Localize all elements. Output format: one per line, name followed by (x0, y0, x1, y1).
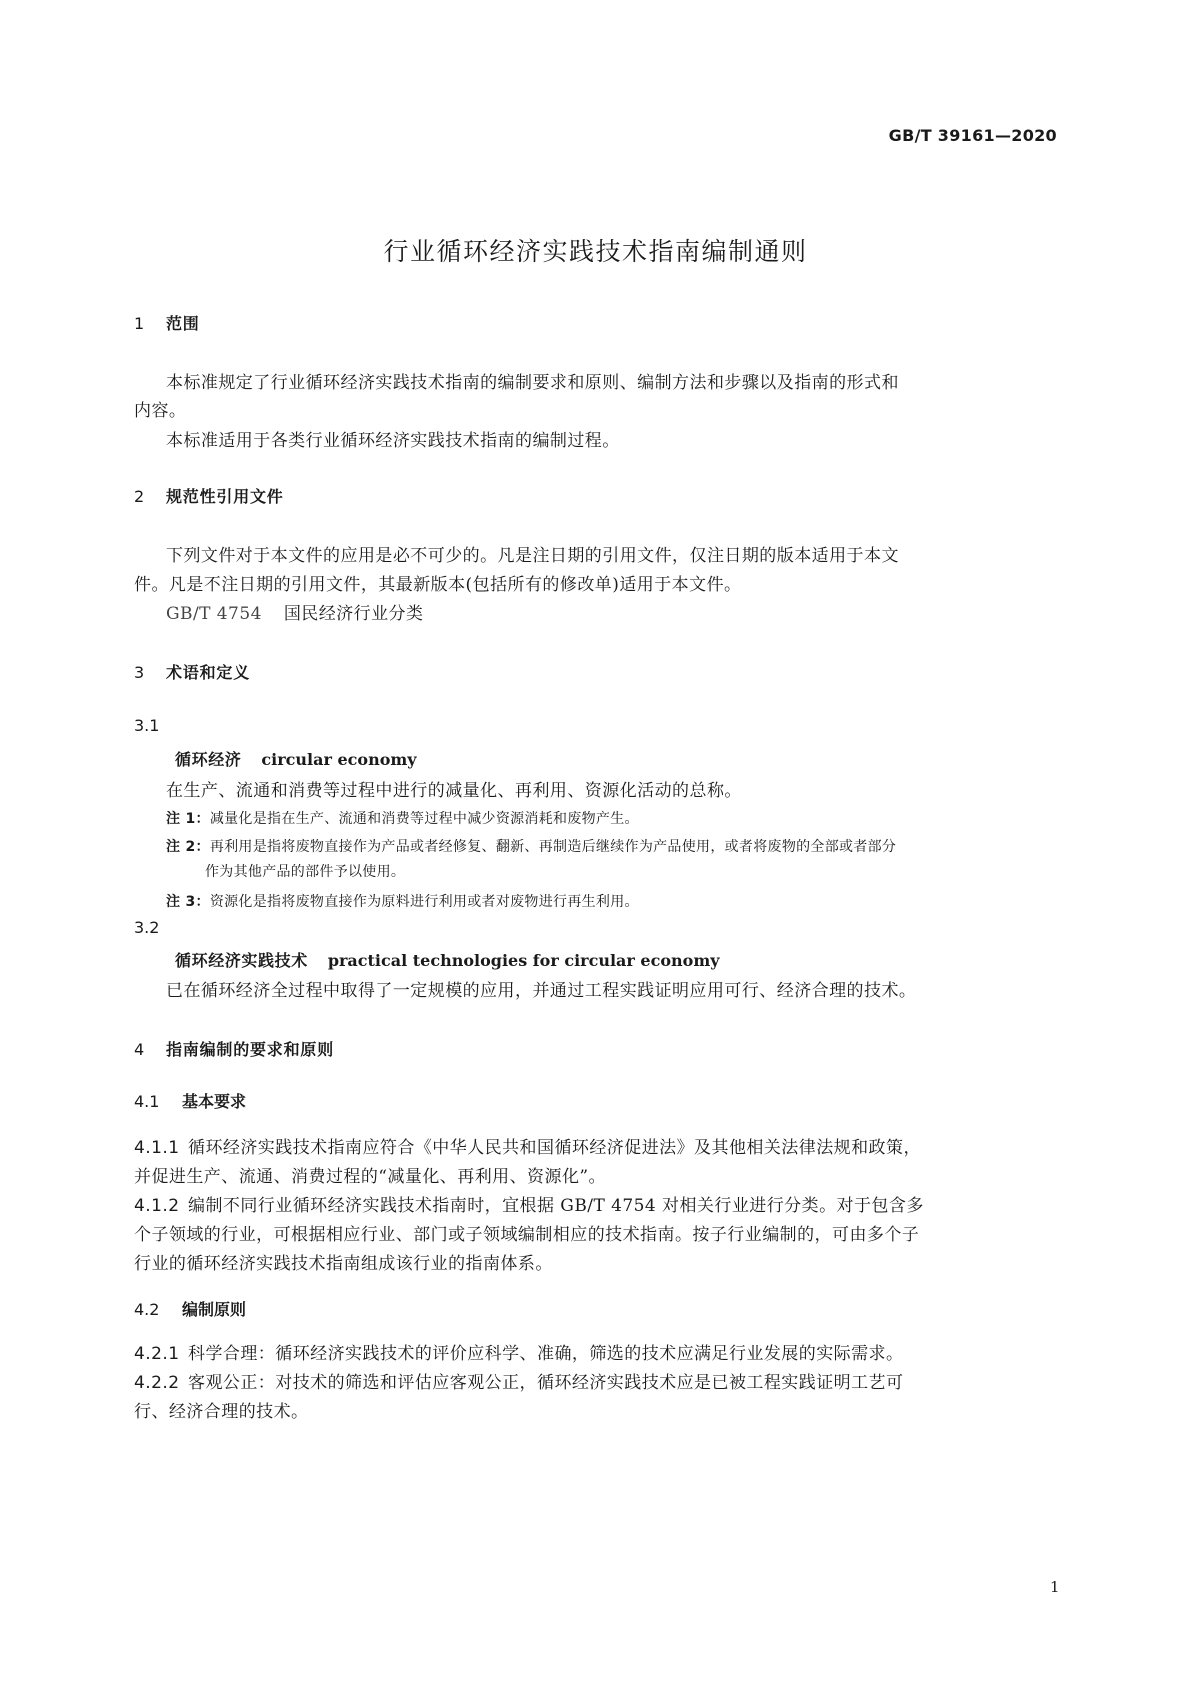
section-1-heading (134, 311, 200, 334)
section-title: 术语和定义 (166, 663, 251, 682)
subsection-number: 4.2 (134, 1300, 160, 1319)
note-label: 注 1： (166, 811, 210, 827)
clause-text: 循环经济实践技术指南应符合《中华人民共和国循环经济促进法》及其他相关法律法规和政策， (188, 1138, 921, 1158)
subsection-title: 基本要求 (182, 1092, 247, 1111)
term-chinese: 循环经济实践技术 (175, 951, 308, 970)
paragraph-line: 件。凡是不注日期的引用文件，其最新版本(包括所有的修改单)适用于本文件。 (134, 575, 742, 595)
section-title: 范围 (166, 314, 200, 333)
paragraph-line: 内容。 (134, 401, 187, 421)
clause-line: 个子领域的行业，可根据相应行业、部门或子领域编制相应的技术指南。按子行业编制的，可由多个子 (134, 1225, 920, 1245)
clause-number: 4.2.2 (134, 1373, 180, 1393)
term-chinese: 循环经济 (175, 750, 242, 769)
normative-reference (166, 599, 423, 624)
term-definition: 在生产、流通和消费等过程中进行的减量化、再利用、资源化活动的总称。 (166, 781, 742, 801)
subsection-4-1-heading (134, 1089, 246, 1112)
clause-line (134, 1339, 903, 1364)
section-title: 指南编制的要求和原则 (166, 1040, 335, 1059)
clause-number: 4.1.2 (134, 1196, 180, 1216)
clause-text: 客观公正：对技术的筛选和评估应客观公正，循环经济实践技术应是已被工程实践证明工艺可 (188, 1373, 904, 1393)
note-label: 注 2： (166, 839, 210, 855)
clause-line (134, 1368, 903, 1393)
section-number: 3 (134, 663, 145, 682)
page-number: 1 (1050, 1578, 1060, 1596)
document-title: 行业循环经济实践技术指南编制通则 (383, 237, 808, 266)
reference-title: 国民经济行业分类 (283, 604, 424, 624)
clause-number: 4.2.1 (134, 1344, 180, 1364)
clause-line: 并促进生产、流通、消费过程的“减量化、再利用、资源化”。 (134, 1167, 606, 1187)
term-definition: 已在循环经济全过程中取得了一定规模的应用，并通过工程实践证明应用可行、经济合理的技术。 (166, 981, 917, 1001)
section-3-heading (134, 660, 250, 683)
subsection-title: 编制原则 (182, 1300, 247, 1319)
subsection-4-2-heading (134, 1297, 246, 1320)
note-label: 注 3： (166, 894, 210, 910)
note (166, 808, 639, 828)
clause-line (134, 1133, 921, 1158)
note (166, 891, 639, 911)
note (166, 836, 896, 856)
term-number: 3.2 (134, 918, 160, 937)
term-entry (175, 948, 720, 971)
section-number: 1 (134, 314, 145, 333)
clause-line: 行业的循环经济实践技术指南组成该行业的指南体系。 (134, 1254, 553, 1274)
section-number: 2 (134, 487, 145, 506)
note-text: 减量化是指在生产、流通和消费等过程中减少资源消耗和废物产生。 (209, 811, 639, 827)
clause-text: 科学合理：循环经济实践技术的评价应科学、准确，筛选的技术应满足行业发展的实际需求。 (188, 1344, 904, 1364)
clause-line (134, 1191, 924, 1216)
note-text: 再利用是指将废物直接作为产品或者经修复、翻新、再制造后继续作为产品使用，或者将废物的全部或者部分 (209, 839, 897, 855)
clause-number: 4.1.1 (134, 1138, 180, 1158)
section-4-heading (134, 1037, 334, 1060)
note-text: 资源化是指将废物直接作为原料进行利用或者对废物进行再生利用。 (209, 894, 639, 910)
term-english: circular economy (261, 750, 417, 769)
paragraph-line: 本标准规定了行业循环经济实践技术指南的编制要求和原则、编制方法和步骤以及指南的形式和 (166, 373, 899, 393)
term-english: practical technologies for circular economy (327, 951, 720, 970)
section-title: 规范性引用文件 (166, 487, 284, 506)
subsection-number: 4.1 (134, 1092, 160, 1111)
reference-code: GB/T 4754 (166, 604, 262, 624)
term-entry (175, 747, 417, 770)
paragraph-line: 本标准适用于各类行业循环经济实践技术指南的编制过程。 (166, 431, 620, 451)
section-number: 4 (134, 1040, 145, 1059)
note-continuation: 作为其他产品的部件予以使用。 (205, 864, 406, 880)
clause-text: 编制不同行业循环经济实践技术指南时，宜根据 GB/T 4754 对相关行业进行分类。对于包含多 (188, 1196, 924, 1216)
section-2-heading (134, 484, 284, 507)
standard-number: GB/T 39161—2020 (888, 126, 1057, 145)
paragraph-line: 下列文件对于本文件的应用是必不可少的。凡是注日期的引用文件，仅注日期的版本适用于本文 (166, 546, 899, 566)
term-number: 3.1 (134, 716, 160, 735)
clause-line: 行、经济合理的技术。 (134, 1402, 309, 1422)
